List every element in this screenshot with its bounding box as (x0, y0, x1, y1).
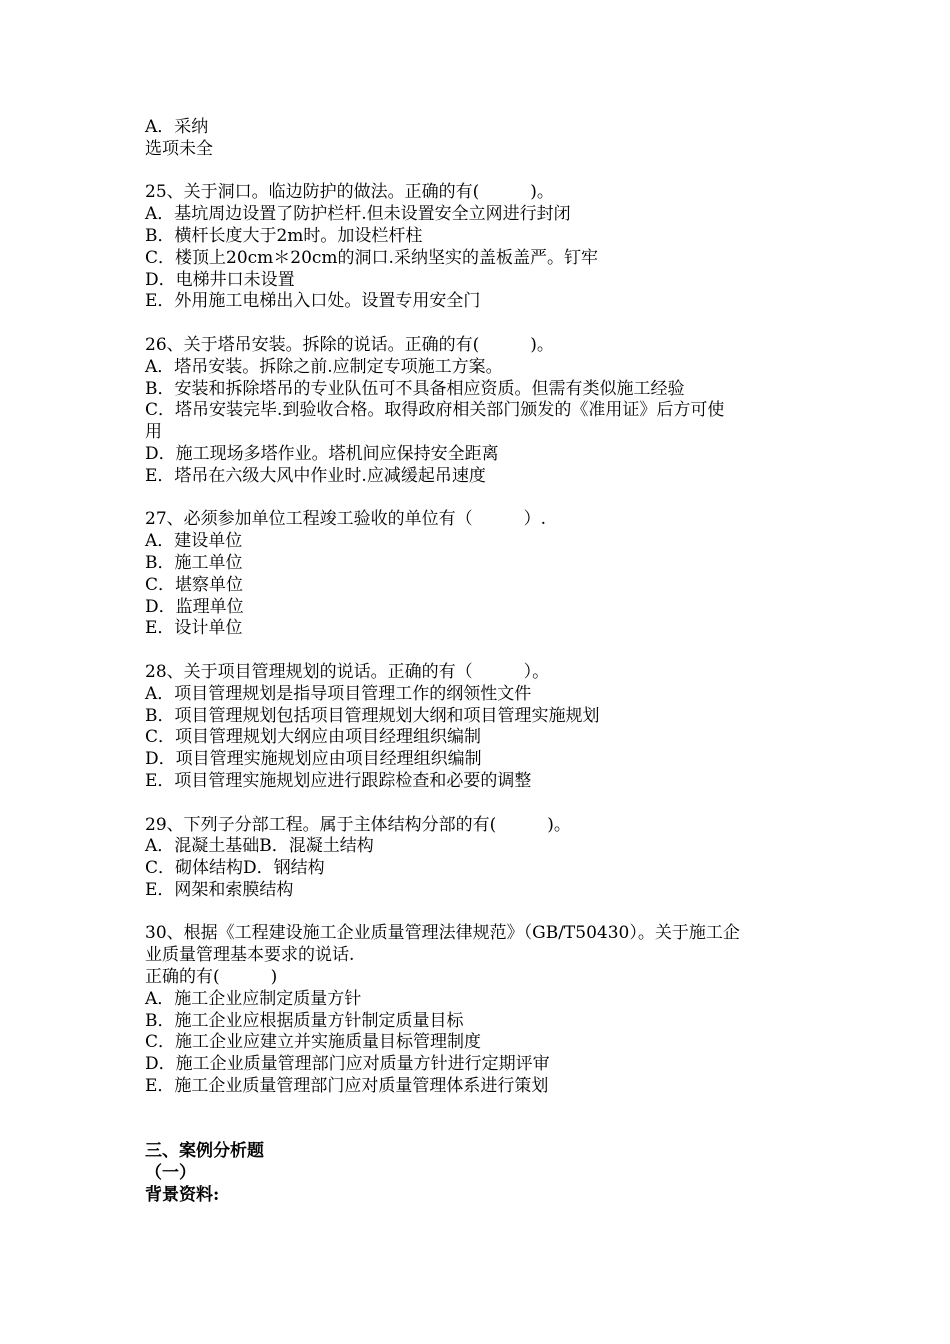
question-option: E．网架和索膜结构 (145, 879, 294, 900)
question-option: C．施工企业应建立并实施质量目标管理制度 (145, 1032, 482, 1053)
intro-block (145, 117, 815, 161)
question-option: D．施工企业质量管理部门应对质量方针进行定期评审 (145, 1054, 550, 1075)
question-option: D．项目管理实施规划应由项目经理组织编制 (145, 749, 482, 770)
question-block (145, 509, 815, 640)
question-stem: 29、下列子分部工程。属于主体结构分部的有( )。 (145, 814, 571, 835)
question-option: E．项目管理实施规划应进行跟踪检查和必要的调整 (145, 770, 532, 791)
question-option: B．横杆长度大于2m时。加设栏杆柱 (145, 225, 423, 246)
section-subtitle: （一） (145, 1163, 196, 1184)
question-block (145, 335, 815, 488)
question-block (145, 662, 815, 793)
spacer (145, 1098, 815, 1142)
question-option: A．项目管理规划是指导项目管理工作的纲领性文件 (145, 683, 532, 704)
question-option: A．基坑周边设置了防护栏杆.但未设置安全立网进行封闭 (145, 204, 571, 225)
question-option: C．楼顶上20cm＊20cm的洞口.采纳坚实的盖板盖严。钉牢 (145, 247, 598, 268)
question-list (145, 182, 815, 1097)
question-block (145, 182, 815, 313)
question-option: A．建设单位 (145, 531, 243, 552)
question-option: D．电梯井口未设置 (145, 269, 295, 290)
question-option: D．监理单位 (145, 596, 244, 617)
question-stem: 26、关于塔吊安装。拆除的说话。正确的有( )。 (145, 334, 554, 355)
question-stem: 28、关于项目管理规划的说话。正确的有（ ）。 (145, 661, 550, 682)
question-option: E．外用施工电梯出入口处。设置专用安全门 (145, 291, 481, 312)
question-option: D．施工现场多塔作业。塔机间应保持安全距离 (145, 443, 499, 464)
question-option: B．安装和拆除塔吊的专业队伍可不具备相应资质。但需有类似施工经验 (145, 378, 685, 399)
question-option: A．混凝土基础B．混凝土结构 (145, 836, 374, 857)
spacer (145, 313, 815, 335)
spacer (145, 902, 815, 924)
intro-line: A．采纳 (145, 117, 209, 137)
question-option: A．塔吊安装。拆除之前.应制定专项施工方案。 (145, 356, 503, 377)
question-stem: 业质量管理基本要求的说话. (145, 945, 355, 966)
question-stem: 正确的有( ) (145, 967, 278, 988)
spacer (145, 793, 815, 815)
question-stem: 25、关于洞口。临边防护的做法。正确的有( )。 (145, 182, 554, 203)
background-label: 背景资料: (145, 1185, 220, 1206)
question-option: 用 (145, 422, 162, 443)
question-option: C．堪察单位 (145, 574, 244, 595)
section-title: 三、案例分析题 (145, 1141, 264, 1162)
document-content (145, 117, 815, 1207)
question-option: C．塔吊安装完毕.到验收合格。取得政府相关部门颁发的《准用证》后方可使 (145, 400, 725, 421)
question-stem: 27、必须参加单位工程竣工验收的单位有（ ）. (145, 509, 547, 530)
question-option: E．施工企业质量管理部门应对质量管理体系进行策划 (145, 1076, 549, 1097)
spacer (145, 488, 815, 510)
intro-line: 选项未全 (145, 138, 213, 159)
question-option: B．施工单位 (145, 552, 243, 573)
question-option: B．项目管理规划包括项目管理规划大纲和项目管理实施规划 (145, 705, 600, 726)
question-option: A．施工企业应制定质量方针 (145, 988, 362, 1009)
question-option: C．项目管理规划大纲应由项目经理组织编制 (145, 727, 482, 748)
case-analysis-section (145, 1141, 815, 1206)
question-block (145, 815, 815, 902)
question-option: E．设计单位 (145, 618, 243, 639)
spacer (145, 161, 815, 183)
question-option: E．塔吊在六级大风中作业时.应减缓起吊速度 (145, 465, 486, 486)
question-block (145, 923, 815, 1097)
question-option: B．施工企业应根据质量方针制定质量目标 (145, 1010, 464, 1031)
question-option: C．砌体结构D．钢结构 (145, 858, 325, 879)
question-stem: 30、根据《工程建设施工企业质量管理法律规范》（GB/T50430）。关于施工企 (145, 923, 740, 944)
spacer (145, 640, 815, 662)
